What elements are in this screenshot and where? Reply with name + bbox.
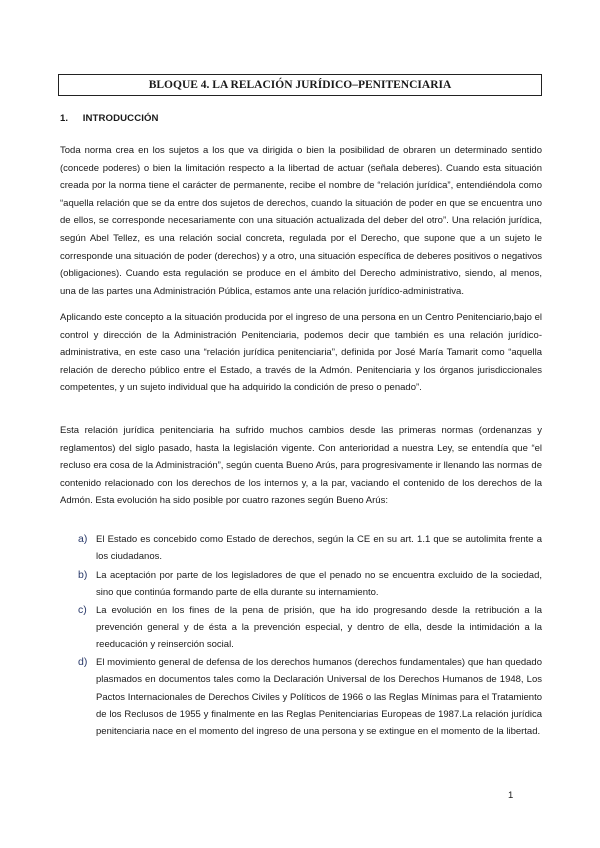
list-marker: d) bbox=[78, 655, 88, 668]
section-number: 1. bbox=[60, 113, 69, 124]
paragraph-1: Toda norma crea en los sujetos a los que va dirigida o bien la posibilidad de obraren un determinado sentido (concede poderes) o bien la limitación respecto a la libertad de actuar (señala deberes). Cuando esta situación creada por la norma tiene el carácter de permanente, recibe el nombre de “relación jurídica”, entendiéndola como “aquella relación que se da entre dos sujetos de derechos, cuando la situación de poder en que se encuentra uno de ellos, se corresponde necesariamente con una situación actualizada del deber del otro”. Una relación jurídica, según Abel Tellez, es una relación social concreta, regulada por el Derecho, que supone que a un sujeto le corresponde una situación de poder (derechos) y a otro, una situación específica de deberes positivos o negativos (obligaciones). Cuando esta regulación se produce en el ámbito del Derecho administrativo, siendo, al menos, una de las partes una Administración Pública, estamos ante una relación jurídico-administrativa. bbox=[60, 145, 542, 297]
list-marker: b) bbox=[78, 568, 88, 581]
document-title: BLOQUE 4. LA RELACIÓN JURÍDICO–PENITENCIARIA bbox=[58, 74, 542, 96]
paragraph-2: Aplicando este concepto a la situación producida por el ingreso de una persona en un Centro Penitenciario,bajo el control y dirección de la Administración Penitenciaria, podemos decir que también es una relación jurídico- administrativa, en este caso una “relación jurídica penitenciaria”, definida por José María Tamarit como “aquella relación de derecho público entre el Estado, a través de la Admón. Penitenciaria y los órganos jurisdiccionales competentes, y un sujeto individual que ha adquirido la condición de preso o penado”. bbox=[60, 312, 542, 394]
paragraph-3: Esta relación jurídica penitenciaria ha sufrido muchos cambios desde las primeras normas (ordenanzas y reglamentos) del siglo pasado, hasta la legislación vigente. Con anterioridad a nuestra Ley, se entendía que “el recluso era cosa de la Administración”, según cuenta Bueno Arús, para progresivamente ir llenando las normas de contenido relacionado con los derechos de los internos y, a la par, vaciando el contenido de los derechos de la Admón. Esta evolución ha sido posible por cuatro razones según Bueno Arús: bbox=[60, 425, 542, 507]
page-number: 1 bbox=[508, 790, 514, 801]
list-item bbox=[78, 654, 542, 741]
section-heading bbox=[60, 113, 159, 124]
list-item bbox=[78, 602, 542, 654]
reasons-list bbox=[78, 531, 542, 741]
list-marker: a) bbox=[78, 533, 88, 545]
section-title: INTRODUCCIÓN bbox=[82, 113, 159, 124]
list-item bbox=[78, 567, 542, 602]
list-item bbox=[78, 531, 542, 566]
list-item-text: El Estado es concebido como Estado de derechos, según la CE en su art. 1.1 que se autolimita frente a los ciudadanos. bbox=[96, 534, 542, 563]
list-item-text: La aceptación por parte de los legisladores de que el penado no se encuentra excluido de la sociedad, sino que continúa formando parte de ella durante su internamiento. bbox=[96, 569, 542, 599]
list-item-text: La evolución en los fines de la pena de prisión, que ha ido progresando desde la retribución a la prevención general y de ésta a la prevención especial, y dentro de ella, desde la intimidación a la reeducación y reinserción social. bbox=[96, 604, 542, 651]
list-marker: c) bbox=[78, 603, 87, 616]
list-item-text: El movimiento general de defensa de los derechos humanos (derechos fundamentales) que han quedado plasmados en documentos tales como la Declaración Universal de los Derechos Humanos de 1948, Los Pactos Internacionales de Derechos Civiles y Políticos de 1966 o las Reglas Mínimas para el Tratamiento de los Reclusos de 1955 y finalmente en las Reglas Penitenciarias Europeas de 1987.La relación jurídica penitenciaria nace en el momento del ingreso de una persona y se extingue en el momento de la libertad. bbox=[96, 656, 542, 738]
